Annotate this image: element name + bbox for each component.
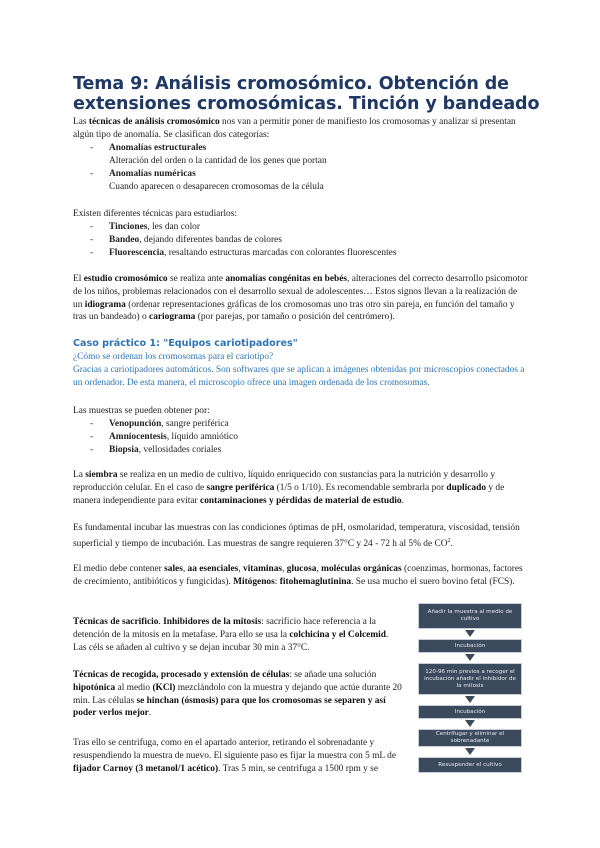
intro-paragraph: Las técnicas de análisis cromosómico nos van a permitir poner de manifiesto los cromosomas y analizar si presentan algún tipo de anomalía. Se clasifican dos categorías: xyxy=(73,117,516,140)
flow-step: Centrifugar y eliminar el sobrenadante xyxy=(418,729,522,747)
list-item: Venopunción, sangre periférica xyxy=(109,419,229,429)
list-item: Anomalías numéricas Cuando aparecen o desaparecen cromosomas de la célula xyxy=(109,169,324,192)
case-answer: Gracias a cariotipadores automáticos. Son softwares que se aplican a imágenes obtenidas por microscopios conectados a un ordenador. De esta manera, el microscopio ofrece una imagen ordenada de los cromosomas. xyxy=(73,365,525,388)
list-item: Tinciones, les dan color xyxy=(109,222,200,232)
flow-arrow-icon xyxy=(465,748,475,755)
list-bullet: - xyxy=(90,248,94,258)
medio-paragraph: El medio debe contener sales, aa esenciales, vitaminas, glucosa, moléculas orgánicas (coenzimas, hormonas, factores de crecimiento, antibióticos y fungicidas). Mitógenos: fitohemaglutinina. Se usa mucho el suero bovino fetal (FCS). xyxy=(73,564,523,587)
flow-step: Incubación xyxy=(418,705,522,719)
recogida-paragraph: Técnicas de recogida, procesado y extensión de células: se añade una solución hipotónica al medio (KCl) mezclándolo con la muestra y dejando que actúe durante 20 min. Las células se hinchan (ósmosis) para que los cromosomas se separen y así poder verlos mejor. xyxy=(73,670,402,719)
techniques-intro: Existen diferentes técnicas para estudiarlos: xyxy=(73,209,237,219)
list-item: Anomalías estructurales Alteración del orden o la cantidad de los genes que portan xyxy=(109,143,327,166)
flow-step: Resuspender el cultivo xyxy=(418,757,522,773)
flow-arrow-icon xyxy=(465,630,475,637)
page-title: Tema 9: Análisis cromosómico. Obtención de extensiones cromosómicas. Tinción y bandeado xyxy=(73,74,540,114)
list-bullet: - xyxy=(90,222,94,232)
list-item: Biopsia, vellosidades coriales xyxy=(109,445,222,455)
list-item: Amniocentesis, líquido amniótico xyxy=(109,432,238,442)
flow-step: Incubación xyxy=(418,639,522,653)
case-heading: Caso práctico 1: "Equipos cariotipadores" xyxy=(73,338,298,349)
list-bullet: - xyxy=(90,432,94,442)
siembra-paragraph: La siembra se realiza en un medio de cultivo, líquido enriquecido con sustancias para la nutrición y desarrollo y reproducción celular. En el caso de sangre periférica (1/5 o 1/10). Es recomendable sembrarla por duplicado y de manera independiente para evitar contaminaciones y pérdidas de material de estudio. xyxy=(73,470,505,506)
estudio-paragraph: El estudio cromosómico se realiza ante anomalías congénitas en bebés, alteraciones del correcto desarrollo psicomotor de los niños, problemas relacionados con el desarrollo sexual de adolescentes… Estos signos llevan a la realización de un idiograma (ordenar representaciones gráficas de los cromosomas uno tras otro sin pareja, en función del tamaño y tras un bandeado) o cariograma (por parejas, por tamaño o posición del centrómero). xyxy=(73,274,528,323)
samples-intro: Las muestras se pueden obtener por: xyxy=(73,406,210,416)
case-question: ¿Cómo se ordenan los cromosomas para el cariotipo? xyxy=(73,352,274,362)
list-item: Bandeo, dejando diferentes bandas de colores xyxy=(109,235,282,245)
centrifuga-paragraph: Tras ello se centrifuga, como en el apartado anterior, retirando el sobrenadante y resuspendiendo la muestra de nuevo. El siguiente paso es fijar la muestra con 5 mL de fijador Carnoy (3 metanol/1 acético). Tras 5 min, se centrifuga a 1500 rpm y se xyxy=(73,738,396,774)
sacrificio-paragraph: Técnicas de sacrificio. Inhibidores de la mitosis: sacrificio hace referencia a la detención de la mitosis en la metafase. Para ello se usa la colchicina y el Colcemid. Las céls se añaden al cultivo y se dejan incubar 30 min a 37°C. xyxy=(73,617,389,653)
list-bullet: - xyxy=(90,143,94,153)
flow-arrow-icon xyxy=(465,696,475,703)
flow-step: Añadir la muestra al medio de cultivo xyxy=(418,603,522,629)
list-item: Fluorescencia, resaltando estructuras marcadas con colorantes fluorescentes xyxy=(109,248,397,258)
list-bullet: - xyxy=(90,445,94,455)
incubar-paragraph: Es fundamental incubar las muestras con las condiciones óptimas de pH, osmolaridad, temperatura, viscosidad, tensión superficial y tiempo de incubación. Las muestras de sangre requieren 37°C y 24 - 72 h al 5% de $CO^2$. xyxy=(73,523,520,549)
list-bullet: - xyxy=(90,235,94,245)
list-bullet: - xyxy=(90,419,94,429)
list-bullet: - xyxy=(90,169,94,179)
flow-arrow-icon xyxy=(465,720,475,727)
flow-arrow-icon xyxy=(465,654,475,661)
flow-step: 120-96 min previos a recoger el incubación añadir el inhibidor de la mitosis xyxy=(418,663,522,695)
